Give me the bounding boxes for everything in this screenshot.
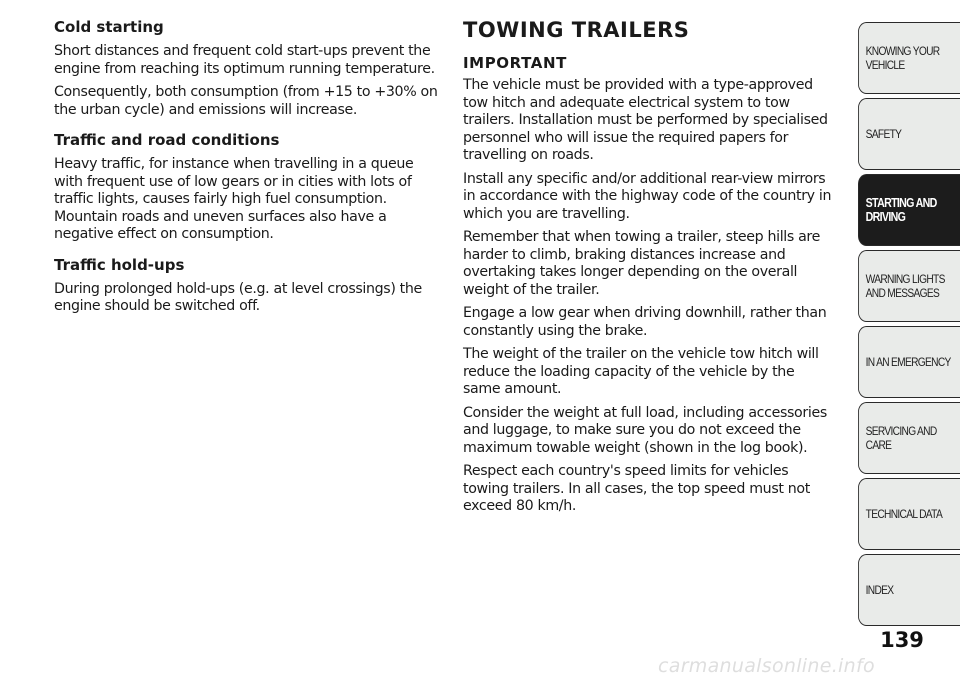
tab-label: KNOWING YOUR VEHICLE bbox=[865, 44, 940, 72]
tab-label: IN AN EMERGENCY bbox=[865, 355, 951, 369]
tab-label: SERVICING AND CARE bbox=[865, 424, 937, 452]
tab-servicing-and-care[interactable] bbox=[858, 402, 960, 474]
cold-starting-paragraph-1: Short distances and frequent cold start-ups prevent the engine from reaching its optimum running temperature. bbox=[54, 43, 435, 77]
tab-index[interactable] bbox=[858, 554, 960, 626]
tab-technical-data[interactable] bbox=[858, 478, 960, 550]
towing-paragraph-7: Respect each country's speed limits for vehicles towing trailers. In all cases, the top speed must not exceed 80 km/h. bbox=[463, 463, 810, 514]
page-number: 139 bbox=[880, 628, 924, 652]
cold-starting-heading: Cold starting bbox=[54, 18, 164, 36]
section-title: TOWING TRAILERS bbox=[463, 18, 690, 42]
towing-paragraph-5: The weight of the trailer on the vehicle tow hitch will reduce the loading capacity of the vehicle by the same amount. bbox=[463, 346, 819, 397]
tab-warning-lights[interactable] bbox=[858, 250, 960, 322]
chapter-tabs bbox=[858, 22, 960, 630]
right-column bbox=[463, 18, 835, 522]
tab-label: TECHNICAL DATA bbox=[865, 507, 943, 521]
traffic-holdups-heading: Traffic hold-ups bbox=[54, 255, 185, 274]
tab-knowing-your-vehicle[interactable] bbox=[858, 22, 960, 94]
important-label: IMPORTANT bbox=[463, 54, 567, 72]
tab-label: STARTING AND DRIVING bbox=[865, 196, 937, 224]
tab-label: WARNING LIGHTS AND MESSAGES bbox=[865, 272, 945, 300]
towing-paragraph-1: The vehicle must be provided with a type-approved tow hitch and adequate electrical system to tow trailers. Installation must be performed by specialised personnel who will issue the required papers for travelling on roads. bbox=[463, 77, 828, 163]
tab-label: INDEX bbox=[865, 583, 894, 597]
towing-paragraph-3: Remember that when towing a trailer, steep hills are harder to climb, braking distances increase and overtaking takes longer depending on the overall weight of the trailer. bbox=[463, 229, 820, 298]
left-column bbox=[54, 18, 439, 322]
traffic-conditions-heading: Traffic and road conditions bbox=[54, 131, 280, 149]
tab-in-an-emergency[interactable] bbox=[858, 326, 960, 398]
towing-paragraph-4: Engage a low gear when driving downhill, rather than constantly using the brake. bbox=[463, 305, 827, 339]
tab-safety[interactable] bbox=[858, 98, 960, 170]
tab-starting-and-driving[interactable] bbox=[858, 174, 960, 246]
watermark: carmanualsonline.info bbox=[658, 655, 875, 677]
cold-starting-paragraph-2: Consequently, both consumption (from +15 to +30% on the urban cycle) and emissions will increase. bbox=[54, 84, 438, 118]
traffic-conditions-paragraph: Heavy traffic, for instance when travelling in a queue with frequent use of low gears or in cities with lots of traffic lights, causes fairly high fuel consumption. Mountain roads and uneven surfaces also have a negative effect on consumption. bbox=[54, 156, 414, 242]
traffic-holdups-paragraph: During prolonged hold-ups (e.g. at level crossings) the engine should be switched off. bbox=[54, 280, 422, 314]
towing-paragraph-2: Install any specific and/or additional rear-view mirrors in accordance with the highway code of the country in which you are travelling. bbox=[463, 170, 832, 222]
tab-label: SAFETY bbox=[865, 127, 902, 141]
towing-paragraph-6: Consider the weight at full load, including accessories and luggage, to make sure you do not exceed the maximum towable weight (shown in the log book). bbox=[463, 404, 827, 456]
